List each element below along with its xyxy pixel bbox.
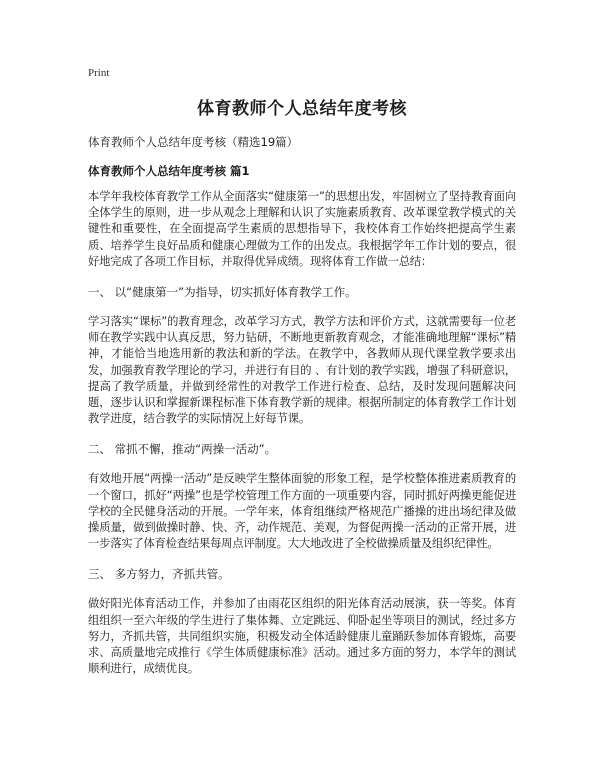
print-label: Print <box>88 67 110 79</box>
document-subtitle: 体育教师个人总结年度考核（精选19篇） <box>88 135 299 149</box>
point-body-1: 学习落实“课标”的教育理念，改革学习方式，教学方法和评价方式，这就需要每一位老师在教学实践中认真反思，努力钻研，不断地更新教育观念，才能准确地理解“课标”精神，才能恰当地选用新的教法和新的学法。在教学中，各教师从现代课堂教学要求出发，加强教育教学理论的学习，并进行有目的 、有计划的教学实践，增强了科研意识，提高了教学质量，并做到经常性的对教学工作进行检查、总结，及时发现问题解决问题，逐步认识和掌握新课程标准下体育教学新的规律。根据所制定的体育教学工作计划教学进度，结合教学的实际情况上好每节课。 <box>88 315 516 426</box>
document-page <box>88 66 516 677</box>
intro-paragraph: 本学年我校体育教学工作从全面落实“健康第一”的思想出发，牢固树立了坚持教育面向全体学生的原则，进一步从观念上理解和认识了实施素质教育、改革课堂教学模式的关键性和重要性，在全面提高学生素质的思想指导下，我校体育工作始终把提高学生素质、培养学生良好品质和健康心理做为工作的出发点。我根据学年工作计划的要点，很好地完成了各项工作目标，并取得优异成绩。现将体育工作做一总结： <box>88 190 516 268</box>
point-heading-2: 二、 常抓不懈，推动“两操一活动”。 <box>88 442 277 457</box>
point-heading-3: 三、 多方努力，齐抓共管。 <box>88 567 230 582</box>
document-title: 体育教师个人总结年度考核 <box>197 99 407 119</box>
point-body-3: 做好阳光体育活动工作，并参加了由雨花区组织的阳光体育活动展演，获一等奖。体育组组织一至六年级的学生进行了集体舞、立定跳远、仰卧起坐等项目的测试，经过多方努力，齐抓共管，共同组织实施，积极发动全体适龄健康儿童踊跃参加体育锻炼，高要求、高质量地完成推行《学生体质健康标准》活动。通过多方面的努力，本学年的测试顺利进行，成绩优良。 <box>88 597 516 676</box>
section-heading: 体育教师个人总结年度考核 篇1 <box>88 164 250 178</box>
point-heading-1: 一、 以“健康第一”为指导，切实抓好体育教学工作。 <box>88 285 357 300</box>
point-body-2: 有效地开展“两操一活动”是反映学生整体面貌的形象工程，是学校整体推进素质教育的一个窗口，抓好“两操”也是学校管理工作方面的一项重要内容，同时抓好两操更能促进学校的全民健身活动的开展。一学年来，体育组继续严格规范广播操的进出场纪律及做操质量，做到做操时静、快、齐，动作规范、美观，为督促两操一活动的正常开展，进一步落实了体育检查结果每周点评制度。大大地改进了全校做操质量及组织纪律性。 <box>88 472 516 551</box>
